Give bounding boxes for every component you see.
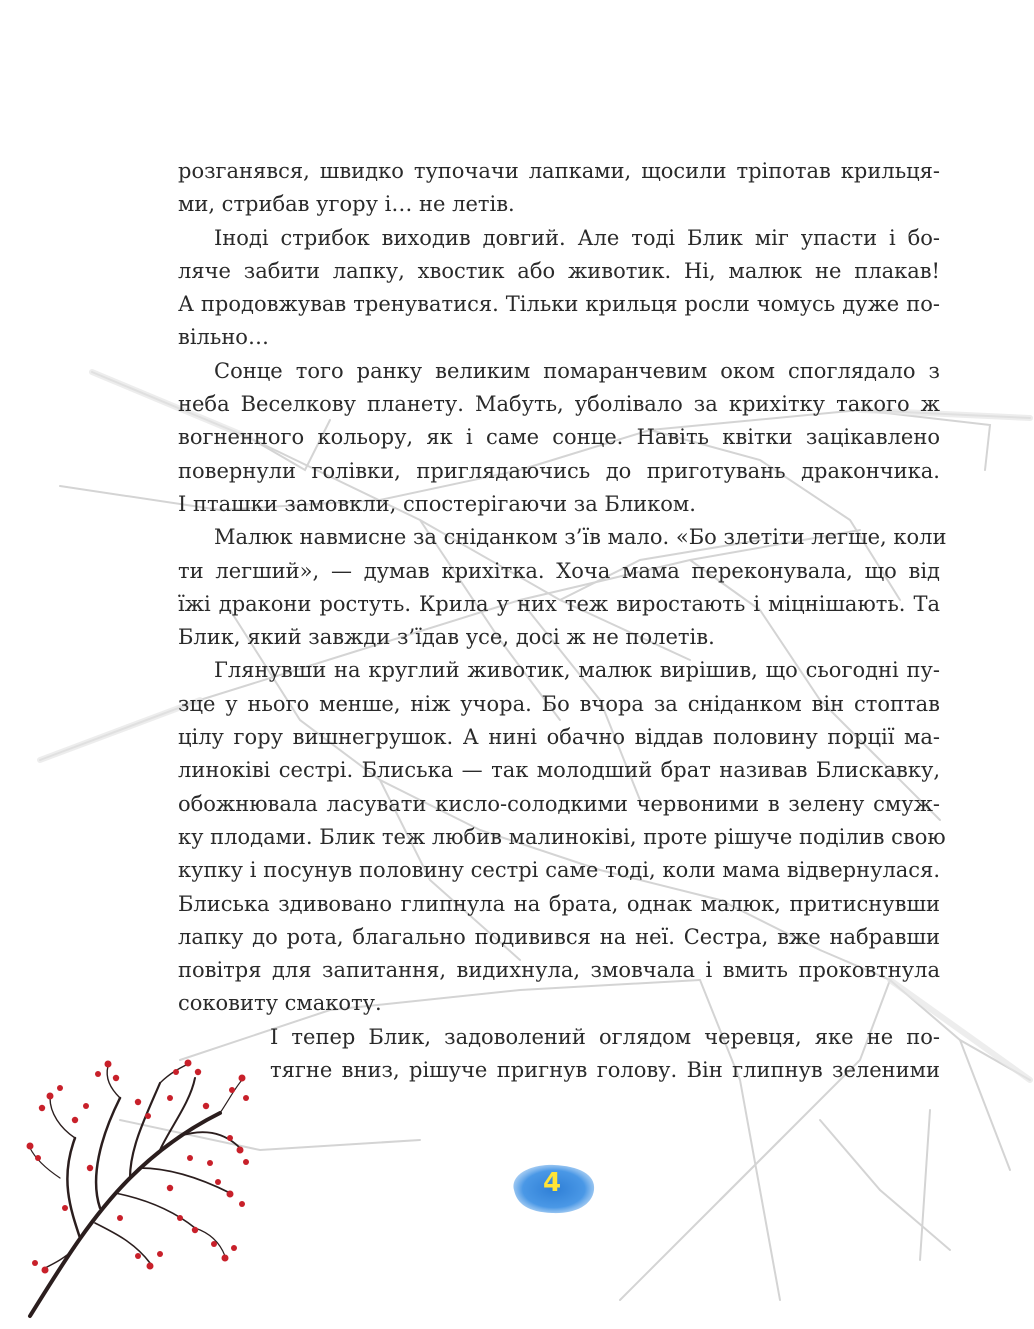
- text-line: вогненного кольору, як і саме сонце. Навіть квітки зацікавлено: [178, 425, 940, 450]
- text-line: ку плодами. Блик теж любив малиноківі, проте рішуче поділив свою: [178, 824, 946, 849]
- story-text: [178, 155, 947, 1087]
- text-line: соковиту смакоту.: [178, 991, 382, 1016]
- text-line: розганявся, швидко тупочачи лапками, щосили тріпотав крильця-: [178, 159, 940, 183]
- text-line: зце у нього менше, ніж учора. Бо вчора за сніданком він стоптав: [178, 691, 940, 716]
- text-line: повернули голівки, приглядаючись до приготувань дракончика.: [178, 458, 940, 483]
- text-line: Малюк навмисне за сніданком з’їв мало. «Бо злетіти легше, коли: [214, 525, 947, 550]
- text-line: Іноді стрибок виходив довгий. Але тоді Блик міг упасти і бо-: [214, 225, 940, 250]
- text-line: Блик, який завжди з’їдав усе, досі ж не полетів.: [178, 625, 715, 650]
- text-line: Глянувши на круглий животик, малюк вирішив, що сьогодні пу-: [214, 658, 940, 683]
- text-line: Блиська здивовано глипнула на брата, однак малюк, притиснувши: [178, 891, 940, 916]
- text-line: І тепер Блик, задоволений оглядом черевця, яке не по-: [270, 1024, 940, 1049]
- text-line: повітря для запитання, видихнула, змовчала і вмить проковтнула: [178, 958, 940, 983]
- text-line: Сонце того ранку великим помаранчевим оком споглядало з: [214, 358, 940, 383]
- text-line: лапку до рота, благально подивився на неї. Сестра, вже набравши: [178, 924, 940, 949]
- berry-tree-illustration: [20, 1058, 250, 1323]
- text-line: купку і посунув половину сестрі саме тоді, коли мама відвернулася.: [178, 858, 940, 883]
- text-line: вільно…: [178, 325, 269, 350]
- text-line: линоківі сестрі. Блиська — так молодший брат називав Блискавку,: [178, 758, 940, 783]
- text-line: А продовжував тренуватися. Тільки крильця росли чомусь дуже по-: [178, 292, 940, 317]
- text-line: ми, стрибав угору і… не летів.: [178, 192, 515, 217]
- text-line: ти легший», — думав крихітка. Хоча мама переконувала, що від: [178, 558, 940, 583]
- text-line: І пташки замовкли, спостерігаючи за Бликом.: [178, 491, 696, 516]
- text-line: неба Веселкову планету. Мабуть, уболівало за крихітку такого ж: [178, 392, 940, 417]
- text-line: їжі дракони ростуть. Крила у них теж виростають і міцнішають. Та: [178, 591, 940, 616]
- text-line: цілу гору вишнегрушок. А нині обачно віддав половину порції ма-: [178, 725, 940, 750]
- page-number: 4: [542, 1168, 562, 1198]
- text-line: обожнювала ласувати кисло-солодкими червоними в зелену смуж-: [178, 791, 940, 816]
- text-line: тягне вниз, рішуче пригнув голову. Він глипнув зеленими: [270, 1058, 940, 1083]
- text-line: ляче забити лапку, хвостик або животик. Ні, малюк не плакав!: [178, 258, 940, 283]
